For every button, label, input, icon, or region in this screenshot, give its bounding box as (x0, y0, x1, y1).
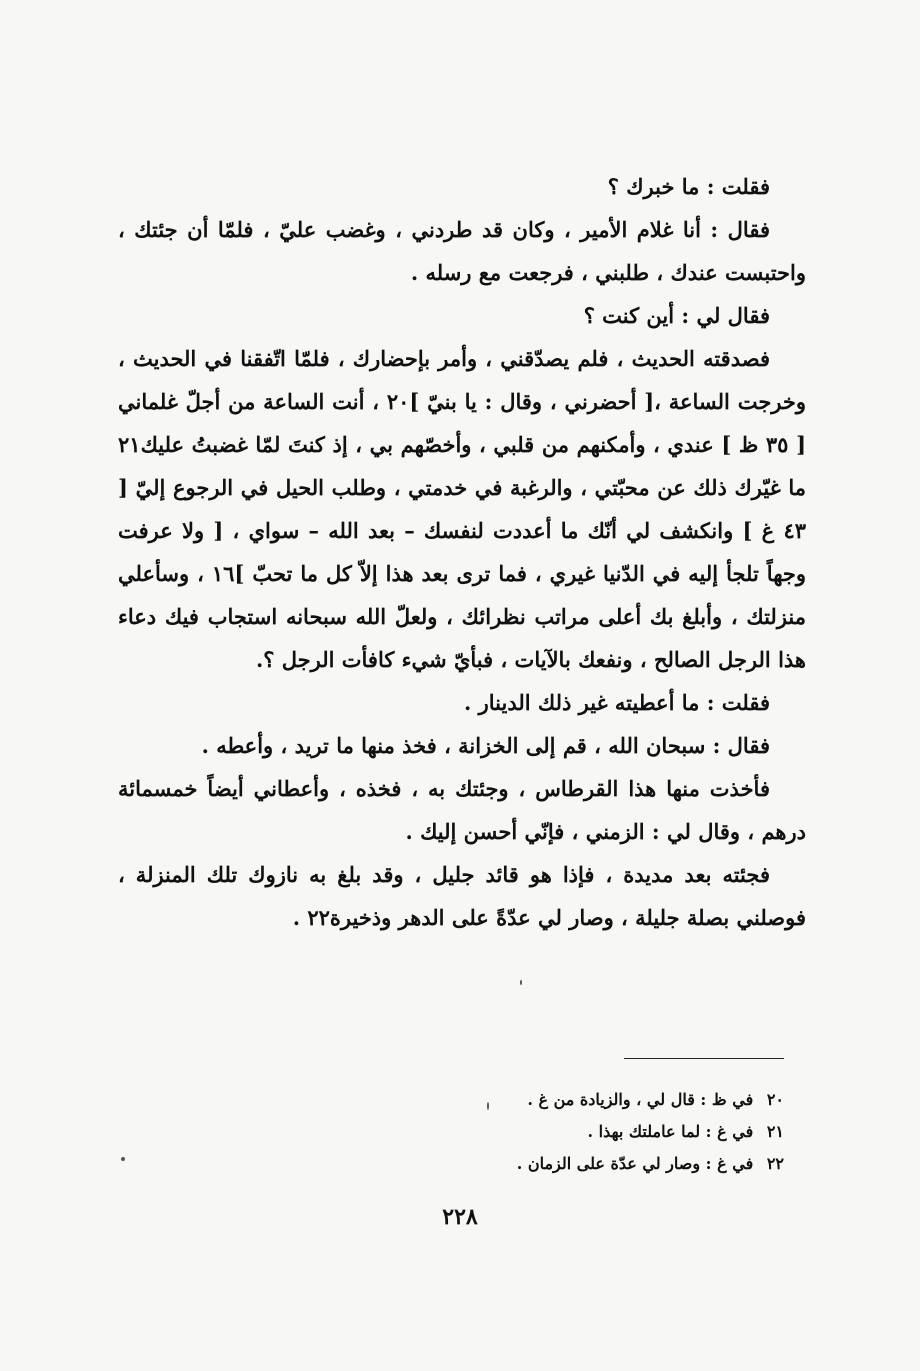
scan-speck (520, 980, 522, 985)
footnote (400, 1116, 784, 1148)
paragraph: فقال لي : أين كنت ؟ (583, 303, 770, 328)
paragraph: فأخذت منها هذا القرطاس ، وجئتك به ، فخذه ، وأعطاني أيضاً خمسمائة درهم ، وقال لي : الزمني ، فإنّي أحسن إليك . (118, 776, 806, 844)
footnote (400, 1148, 784, 1180)
footnote (400, 1084, 784, 1116)
footnote-number: ٢١ (766, 1122, 784, 1141)
page-number: ٢٢٨ (442, 1204, 478, 1230)
paragraph: فجئته بعد مديدة ، فإذا هو قائد جليل ، وقد بلغ به نازوك تلك المنزلة ، فوصلني بصلة جليلة ، وصار لي عدّةً على الدهر وذخيرة٢٢ . (118, 862, 806, 930)
footnote-number: ٢٠ (766, 1090, 784, 1109)
footnote-text: في غ : وصار لي عدّة على الزمان . (516, 1154, 754, 1173)
paragraph: فقلت : ما خبرك ؟ (607, 174, 770, 199)
scan-speck (121, 1157, 125, 1161)
footnote-text: في غ : لما عاملتك بهذا . (587, 1122, 754, 1141)
main-text (118, 165, 806, 939)
paragraph: فقال : أنا غلام الأمير ، وكان قد طردني ، وغضب عليّ ، فلمّا أن جئتك ، واحتبست عندك ، طلبني ، فرجعت مع رسله . (118, 217, 806, 285)
footnotes (400, 1084, 784, 1180)
paragraph: فقلت : ما أعطيته غير ذلك الدينار . (464, 690, 770, 715)
footnote-number: ٢٢ (766, 1154, 784, 1173)
scan-speck (487, 1102, 489, 1110)
footnote-text: في ظ : قال لي ، والزيادة من غ . (527, 1090, 754, 1109)
paragraph: فقال : سبحان الله ، قم إلى الخزانة ، فخذ منها ما تريد ، وأعطه . (201, 733, 770, 758)
footnote-separator (624, 1058, 784, 1059)
paragraph: فصدقته الحديث ، فلم يصدّقني ، وأمر بإحضارك ، فلمّا اتّفقنا في الحديث ، وخرجت الساعة ،[ أحضرني ، وقال : يا بنيّ ]٢٠ ، أنت الساعة من أجلّ غلماني [ ٣٥ ظ ] عندي ، وأمكنهم من قلبي ، وأخصّهم بي ، إذ كنتَ لمّا غضبتُ عليك٢١ ما غيّرك ذلك عن محبّتي ، والرغبة في خدمتي ، وطلب الحيل في الرجوع إليّ [ ٤٣ غ ] وانكشف لي أنّك ما أعددت لنفسك – بعد الله – سواي ، [ ولا عرفت وجهاً تلجأ إليه في الدّنيا غيري ، فما ترى بعد هذا إلاّ كل ما تحبّ ]١٦ ، وسأعلي منزلتك ، وأبلغ بك أعلى مراتب نظرائك ، ولعلّ الله سبحانه استجاب فيك دعاء هذا الرجل الصالح ، ونفعك بالآيات ، فبأيّ شيء كافأت الرجل ؟. (118, 346, 807, 672)
